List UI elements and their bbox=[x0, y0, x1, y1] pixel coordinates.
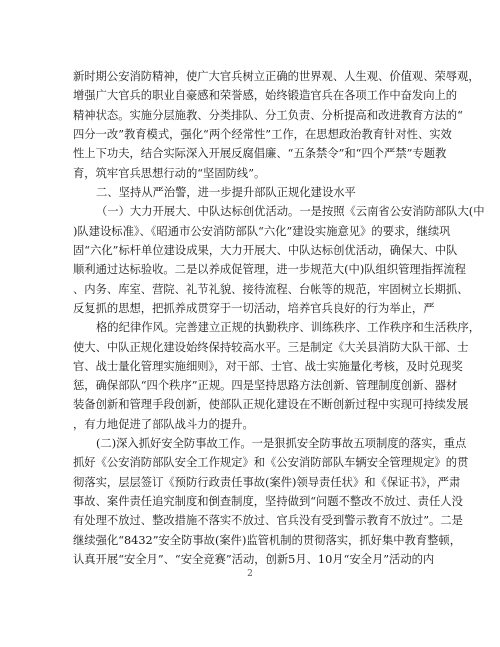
body-line: 彻落实，层层签订《预防行政责任事故(案件)领导责任状》和《保证书》，严肃 bbox=[73, 475, 461, 489]
body-line: 惩，确保部队“四个秩序”正规。四是坚持思路方法创新、管理制度创新、器材 bbox=[73, 379, 458, 393]
body-line: 反复抓的思想，把抓养成贯穿于一切活动，培养官兵良好的行为举止，严 bbox=[73, 301, 435, 315]
body-line: 顺利通过达标验收。二是以养成促管理，进一步规范大(中)队组织管理指挥流程 bbox=[73, 263, 466, 277]
body-line: 抓好《公安消防部队安全工作规定》和《公安消防部队车辆安全管理规定》的贯 bbox=[73, 456, 469, 470]
body-line: 事故、案件责任追究制度和倒查制度，坚持做到“问题不整改不放过、责任人没 bbox=[73, 495, 463, 508]
body-line: 装备创新和管理手段创新，使部队正规化建设在不断创新过程中实现可持续发展 bbox=[73, 398, 469, 412]
body-line: 四分一改”教育模式，强化“两个经常性”工作，在思想政治教育针对性、实效 bbox=[73, 128, 452, 141]
body-line: (二)深入抓好安全防事故工作。一是狠抓安全防事故五项制度的落实，重点 bbox=[96, 437, 467, 451]
body-line: 、内务、库室、营院、礼节礼貌、接待流程、台帐等的规范，牢固树立长期抓、 bbox=[73, 282, 469, 296]
body-line: 增强广大官兵的职业自豪感和荣誉感，始终锻造官兵在各项工作中奋发向上的 bbox=[73, 89, 458, 103]
body-line: 认真开展“安全月”、“安全竞赛”活动，创新5月、10月“安全月”活动的内 bbox=[73, 553, 435, 566]
body-line: 官、战士量化管理实施细则》，对干部、士官、战士实施量化考核，及时兑现奖 bbox=[73, 359, 463, 373]
body-line: ，有力地促进了部队战斗力的提升。 bbox=[73, 417, 254, 431]
section-heading: 二、坚持从严治警，进一步提升部队正规化建设水平 bbox=[96, 185, 356, 199]
body-line: 精神状态。实施分层施教、分类排队、分工负责、分析提高和改进教育方法的“ bbox=[73, 108, 463, 122]
page-number: 2 bbox=[247, 569, 253, 579]
body-line: )队建设标准》、《昭通市公安消防部队“六化”建设实施意见》的要求，继续巩 bbox=[73, 224, 451, 238]
body-line: 使大、中队正规化建设始终保持较高水平。三是制定《大关县消防大队干部、士 bbox=[73, 340, 469, 354]
body-line: 固“六化”标杆单位建设成果，大力开展大、中队达标创优活动，确保大、中队 bbox=[73, 243, 458, 257]
body-line: 继续强化“8432”安全防事故(案件)监管机制的贯彻落实，抓好集中教育整顿， bbox=[73, 533, 462, 547]
body-line: 格的纪律作风。完善建立正规的执勤秩序、训练秩序、工作秩序和生活秩序， bbox=[96, 321, 481, 335]
body-line: （一）大力开展大、中队达标创优活动。一是按照《云南省公安消防部队大(中 bbox=[96, 205, 485, 219]
body-line: 育，筑牢官兵思想行动的“坚固防线”。 bbox=[73, 166, 266, 180]
body-line: 性上下功夫，结合实际深入开展反腐倡廉、“五条禁令”和“四个严禁”专题教 bbox=[73, 147, 447, 161]
body-line: 新时期公安消防精神，使广大官兵树立正确的世界观、人生观、价值观、荣辱观， bbox=[73, 70, 480, 83]
body-line: 有处理不放过、整改措施不落实不放过、官兵没有受到警示教育不放过”。二是 bbox=[73, 514, 463, 528]
